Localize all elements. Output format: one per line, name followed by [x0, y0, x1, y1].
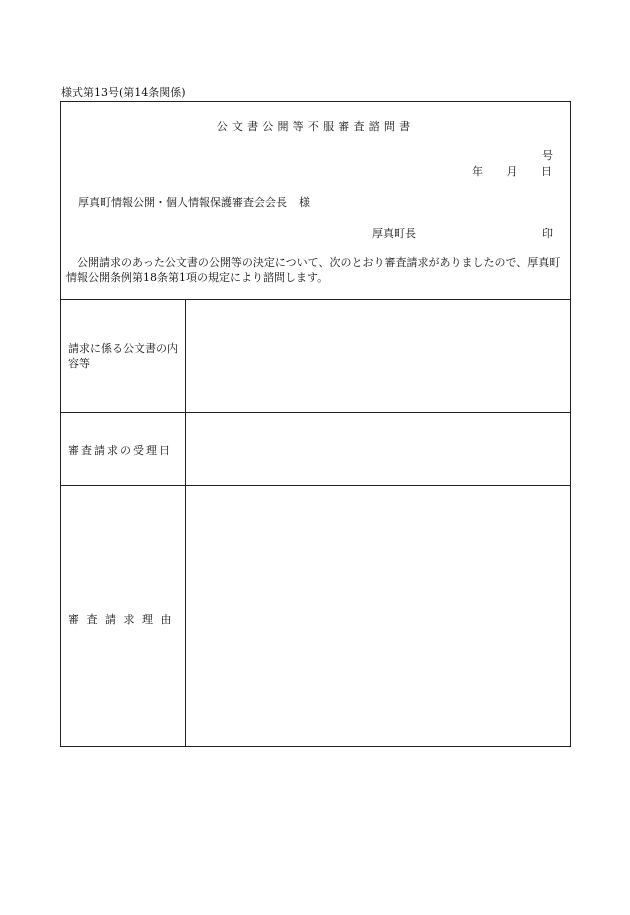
request-reason-label: 審査請求理由 — [68, 613, 179, 626]
request-reason-row — [61, 486, 570, 746]
form-number-label: 様式第13号(第14条関係) — [61, 86, 186, 99]
document-content-label-cell — [61, 300, 186, 412]
receipt-date-label: 審査請求の受理日 — [68, 444, 172, 457]
document-content-field[interactable] — [186, 300, 570, 412]
document-content-label: 請求に係る公文書の内容等 — [68, 342, 178, 370]
form-header — [61, 102, 570, 300]
seal-mark: 印 — [542, 227, 553, 240]
document-number — [542, 147, 553, 163]
date-day-label: 日 — [541, 165, 552, 178]
receipt-date-row — [61, 413, 570, 486]
issue-date — [472, 163, 552, 179]
request-reason-field[interactable] — [186, 486, 570, 746]
sender-name: 厚真町長 — [372, 227, 416, 240]
document-content-row — [61, 300, 570, 413]
receipt-date-field[interactable] — [186, 413, 570, 485]
inquiry-form — [60, 101, 571, 747]
form-title: 公文書公開等不服審査諮問書 — [216, 120, 415, 133]
date-year-label: 年 — [472, 165, 483, 178]
addressee-name: 厚真町情報公開・個人情報保護審査会会長 — [78, 196, 287, 209]
addressee — [78, 194, 310, 210]
addressee-honorific: 様 — [299, 196, 310, 209]
receipt-date-label-cell — [61, 413, 186, 485]
sender — [372, 225, 553, 241]
number-suffix: 号 — [542, 149, 553, 162]
request-reason-label-cell — [61, 486, 186, 746]
intro-paragraph: 公開請求のあった公文書の公開等の決定について、次のとおり審査請求がありましたので、厚真町情報公開条例第18条第1項の規定により諮問します。 — [66, 256, 561, 284]
date-month-label: 月 — [506, 165, 518, 178]
